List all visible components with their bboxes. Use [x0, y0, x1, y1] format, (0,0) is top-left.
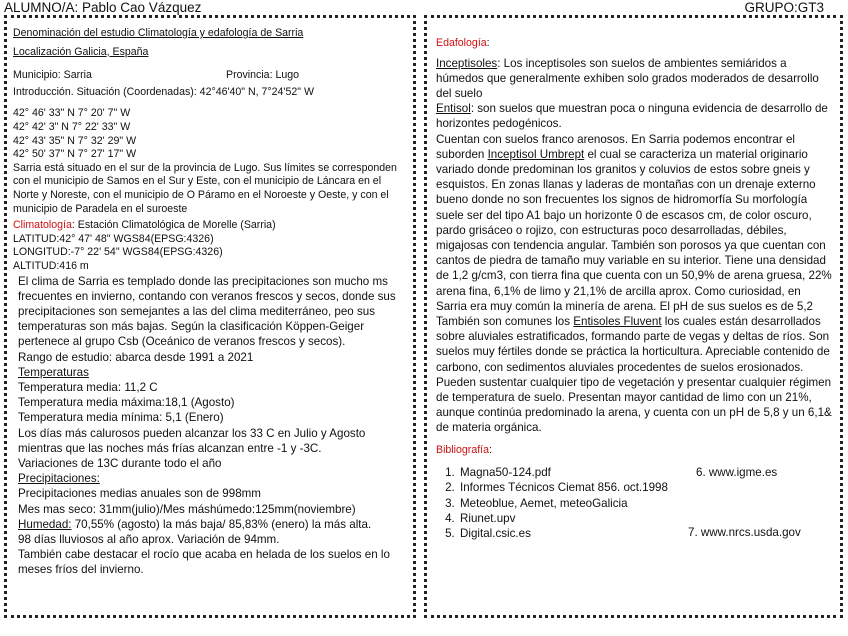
umbrept-term: Inceptisol Umbrept [487, 147, 585, 161]
precipitation-heading: Precipitaciones: [18, 472, 100, 486]
temp-max: Temperatura media máxima:18,1 (Agosto) [18, 396, 235, 410]
precipitation-months: Mes mas seco: 31mm(julio)/Mes máshúmedo:125mm(noviembre) [18, 502, 356, 516]
altitude: ALTITUD:416 m [13, 259, 89, 272]
study-range: Rango de estudio: abarca desde 1991 a 2021 [18, 350, 254, 364]
right-panel [424, 15, 843, 618]
climate-block [13, 274, 407, 578]
bib-item: 3. Meteoblue, Aemet, meteoGalicia [458, 496, 692, 511]
bib-item: 2. Informes Técnicos Ciemat 856. oct.1998 [458, 480, 692, 495]
bibliography-side [688, 465, 832, 540]
temp-min: Temperatura media mínima: 5,1 (Enero) [18, 411, 224, 425]
temp-variation: Variaciones de 13C durante todo el año [18, 456, 222, 470]
provincia: Provincia: Lugo [226, 69, 300, 82]
study-title: Denominación del estudio Climatología y edafología de Sarria [13, 27, 304, 39]
bibliography-label: Bibliografía [436, 443, 489, 456]
longitude: LONGITUD:-7° 22' 54" WGS84(EPSG:4326) [13, 246, 223, 259]
coord-2: 42° 42' 3" N 7° 22' 33" W [13, 120, 131, 133]
precipitation-annual: Precipitaciones medias anuales son de 998mm [18, 487, 261, 501]
climate-text: El clima de Sarria es templado donde las precipitaciones son mucho ms frecuentes en invierno, contando con veranos frescos y secos, donde sus precipitaciones son semejantes a las del clima mediterráneo, peo sus temperaturas son más bajas. Según la clasificación Köppen-Geiger pertenece al grupo Csb (Oceánico de veranos frescos y secos). [18, 274, 396, 349]
edafologia-heading-line: Edafología: [436, 37, 490, 49]
coord-4: 42° 50' 37" N 7° 27' 17" W [13, 148, 137, 161]
bib-item: 4. Riunet.upv [458, 511, 692, 526]
climate-station-line [13, 219, 407, 233]
fluvent-term: Entisoles Fluvent [573, 315, 662, 329]
humidity-line [18, 517, 407, 532]
bibliography [436, 465, 832, 541]
entisol-label: Entisol [436, 102, 471, 116]
inceptisoles-label: Inceptisoles [436, 56, 498, 70]
student-name: ALUMNO/A: Pablo Cao Vázquez [4, 0, 202, 15]
temp-text: Los días más calurosos pueden alcanzar los 33 C en Julio y Agosto mientras que las noches más frías alcanzan entre -1 y -3C. [18, 426, 366, 455]
entisol-text: : son suelos que muestran poca o ninguna evidencia de desarrollo de horizontes pedogénicos. [436, 102, 828, 131]
bib-item: 5. Digital.csic.es [458, 526, 692, 541]
humidity-label: Humedad: [18, 517, 72, 531]
left-panel [4, 15, 416, 618]
dew-text: También cabe destacar el rocío que acaba en helada de los suelos en lo meses fríos del invierno. [18, 548, 390, 577]
bib-item: 1. Magna50-124.pdf [458, 465, 692, 480]
edafologia-label: Edafología [436, 37, 487, 49]
soil-text-2: el cual se caracteriza un material originario variado donde predominan los granitos y coluvios de estos sobre gneis y esquistos. En zonas llanas y laderas de montañas con un drenaje externo bueno donde no son frecuentes los signos de hidromorfía Su morfología suele ser del tipo A1 bajo un horizonte 0 de escasos cm, de color oscuro, pardo grisáceo o rojizo, con estructuras poco desarrolladas, débiles, migajosas con tendencia angular. También son porosos ya que cuentan con cantos de piedra de tamaño muy variable en su interior. Tiene una densidad de 1,2 g/cm3, con tierra fina que cuenta con un 50,9% de arena gruesa, 22% arena fina, 6,1% de limo y 21,1% de arcilla aprox. Como curiosidad, en Sarria era muy común la minería de arena. El pH de sus suelos es de 5,2 También son comunes los [436, 147, 832, 329]
location-description: Sarria está situado en el sur de la provincia de Lugo. Sus límites se corresponden con el municipio de Samos en el Sur y Este, con el municipio de Láncara en el Norte y Noreste, con el municipio de O Páramo en el Noroeste y Oeste, y con el municipio de Paradela en el suroeste [13, 161, 397, 215]
humidity-text: 70,55% (agosto) la más baja/ 85,83% (enero) la más alta. [71, 517, 372, 531]
bibliography-heading-line: Bibliografía: [436, 443, 492, 456]
entisol-paragraph [436, 101, 832, 131]
municipio: Municipio: Sarria [13, 69, 92, 82]
latitude: LATITUD:42° 47' 48" WGS84(EPSG:4326) [13, 232, 214, 245]
coord-1: 42° 46' 33" N 7° 20' 7" W [13, 107, 131, 120]
bib-item-7: 7. www.nrcs.usda.gov [688, 526, 801, 540]
rain-days: 98 días lluviosos al año aprox. Variación de 94mm. [18, 532, 280, 546]
inceptisoles-text: : Los inceptisoles son suelos de ambientes semiáridos a húmedos que generalmente exhiben solo grados moderados de desarrollo del suelo [436, 56, 819, 100]
climatology-label: Climatología [13, 219, 72, 232]
soil-description [436, 132, 832, 436]
location: Localización Galicia, España [13, 45, 149, 58]
temp-mean: Temperatura media: 11,2 C [18, 380, 158, 394]
soil-text-1: Cuentan con suelos franco arenosos. En Sarria podemos encontrar el suborden [436, 132, 795, 161]
climate-station: : Estación Climatológica de Morelle (Sarria) [71, 219, 276, 232]
coord-3: 42° 43' 35" N 7° 32' 29" W [13, 134, 137, 147]
soil-text-3: los cuales están desarrollados sobre aluviales estratificados, formando parte de vegas y deltas de ríos. Son suelos muy fértiles donde se práctica la horticultura. Apreciable contenido de carbono, con sedimentos aluviales procedentes de suelos erosionados. Pueden sustentar cualquier tipo de vegetación y presentar cualquier régimen de temperatura de suelo. Presentan mayor cantidad de limo con un 21%, aunque continúa predominado la arena, y cuenta con un pH de 5,8 y un 6,1& de materia orgánica. [436, 315, 832, 435]
municipio-row [13, 69, 407, 83]
temperatures-heading: Temperaturas [18, 365, 89, 379]
intro-coordinates: Introducción. Situación (Coordenadas): 42°46'40" N, 7°24'52" W [13, 85, 314, 98]
group-label: GRUPO:GT3 [744, 0, 824, 15]
inceptisoles-paragraph [436, 56, 832, 102]
bib-item-6: 6. www.igme.es [696, 466, 778, 480]
